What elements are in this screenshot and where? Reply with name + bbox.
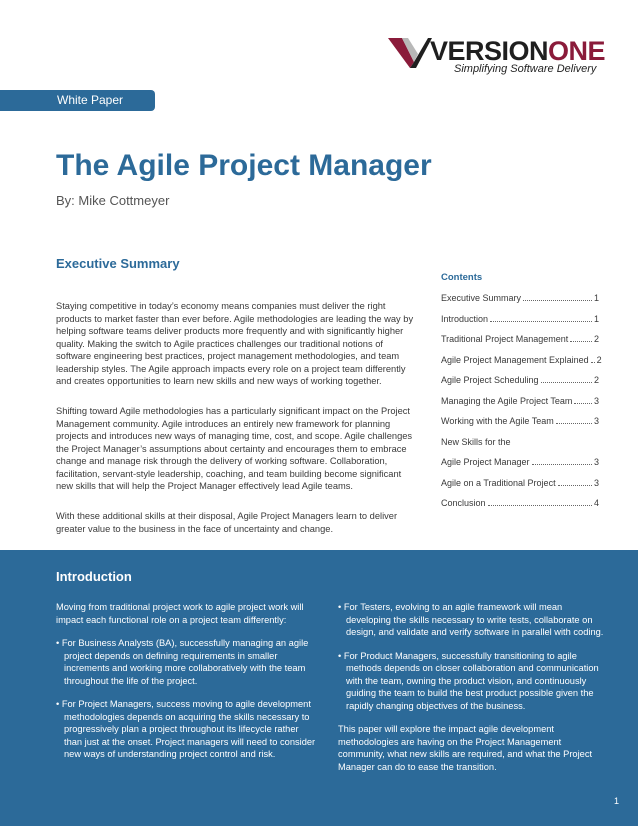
toc-dot-leader — [591, 362, 595, 363]
toc-dot-leader — [556, 423, 592, 424]
page-title: The Agile Project Manager — [56, 149, 432, 182]
toc-entry-page: 1 — [593, 293, 599, 303]
toc-dot-leader — [488, 505, 592, 506]
toc-entry-page: 3 — [593, 477, 599, 488]
toc-dot-leader — [523, 300, 592, 301]
intro-right-closing-paragraph: This paper will explore the impact agile development methodologies are having on the Project Management community, what new skills are required, and what the Project Manager can do to ease the transition. — [338, 724, 593, 772]
toc-entry-label: Agile on a Traditional Project — [441, 477, 556, 488]
introduction-right-column — [338, 601, 604, 784]
toc-entry[interactable] — [441, 314, 599, 335]
intro-bullet-product-managers: • For Product Managers, successfully transitioning to agile methods depends on closer collaboration and communication with the team, owning the product vision, and continuously guiding the team to build the best product possible given the rapidly changing objectives of the business. — [338, 650, 599, 711]
toc-dot-leader — [558, 485, 592, 486]
toc-entry-page: 3 — [593, 395, 599, 406]
toc-entry-label: Executive Summary — [441, 293, 522, 303]
toc-dot-leader — [532, 464, 592, 465]
versionone-logo — [388, 36, 610, 80]
page-number: 1 — [614, 796, 620, 806]
logo-wordmark: VERSIONONE — [430, 36, 606, 66]
toc-entry-page: 1 — [593, 313, 599, 324]
toc-entry[interactable] — [441, 457, 599, 478]
toc-entry-page: 3 — [593, 416, 599, 426]
intro-left-paragraph-1: Moving from traditional project work to agile project work will impact each functional role on a project team differently: — [56, 602, 304, 625]
toc-dot-leader — [570, 341, 592, 342]
toc-entry[interactable] — [441, 396, 599, 417]
toc-entry[interactable] — [441, 354, 602, 376]
toc-entry-label: Working with the Agile Team — [441, 416, 554, 426]
toc-entry-label: Agile Project Manager — [441, 457, 530, 467]
toc-entry-page: 2 — [593, 334, 599, 344]
intro-bullet-business-analysts: • For Business Analysts (BA), successfully managing an agile project depends on defining requirements in smaller increments and working more collaboratively with the team throughout the life of the project. — [56, 638, 309, 686]
toc-entry[interactable] — [441, 375, 599, 396]
introduction-heading: Introduction — [56, 569, 132, 584]
toc-entry-page: 4 — [593, 498, 599, 508]
executive-summary-paragraph-2: Shifting toward Agile methodologies has a particularly significant impact on the Project Management community. Agile introduces an entirely new framework for planning projects and introduces new ways of managing time, cost, and scope. Agile challenges the Project Manager’s assumptions about certainty and encourages them to embrace change and manage risk through the delivery of working software. Collaboration, facilitation, servant-style leadership, coaching, and team building become significant new skills that will help the Project Manager effectively lead Agile teams. — [56, 406, 413, 491]
toc-entry[interactable] — [441, 478, 599, 499]
toc-entry-page: 3 — [593, 457, 599, 467]
contents-title: Contents — [441, 272, 483, 283]
toc-dot-leader — [574, 403, 592, 404]
toc-entry[interactable] — [441, 334, 599, 355]
toc-entry-label: Conclusion — [441, 498, 486, 508]
toc-entry[interactable] — [441, 293, 599, 314]
toc-entry-page: 2 — [593, 375, 599, 385]
toc-entry-label: Agile Project Scheduling — [441, 375, 539, 385]
logo-tagline: Simplifying Software Delivery — [454, 63, 597, 75]
toc-entry-label: Introduction — [441, 313, 489, 324]
toc-entry[interactable] — [441, 437, 599, 458]
toc-entry-label: Managing the Agile Project Team — [441, 395, 573, 406]
table-of-contents — [441, 293, 602, 519]
toc-entry[interactable] — [441, 498, 599, 519]
executive-summary-paragraph-1: Staying competitive in today’s economy means companies must deliver the right products to market faster than ever before. Agile methodologies are leading the way by helping software teams deliver products more frequently and with significantly higher quality. Making the switch to Agile practices challenges our traditional notions of software engineering best practices, project management methodologies, and team leadership styles. The Agile approach impacts every role on a project team differently and creates opportunities to learn new skills and new ways of working together. — [56, 301, 414, 386]
toc-dot-leader — [490, 321, 592, 322]
toc-entry-label: New Skills for the — [441, 436, 511, 447]
document-type-tab — [0, 90, 155, 111]
introduction-left-column — [56, 601, 318, 772]
intro-bullet-testers: • For Testers, evolving to an agile framework will mean developing the skills necessary to write tests, collaborate on design, and validate and verify software in parallel with coding. — [338, 602, 604, 637]
versionone-v-mark-icon — [388, 36, 432, 68]
byline: By: Mike Cottmeyer — [56, 193, 170, 208]
executive-summary-paragraph-3: With these additional skills at their disposal, Agile Project Managers learn to deliver greater value to the business in the face of uncertainty and change. — [56, 511, 398, 534]
toc-entry-label: Traditional Project Management — [441, 334, 569, 344]
toc-entry-page: 2 — [596, 354, 602, 365]
toc-entry[interactable] — [441, 416, 599, 437]
document-type-label: White Paper — [57, 93, 124, 107]
toc-entry-label: Agile Project Management Explained — [441, 354, 589, 365]
intro-bullet-project-managers: • For Project Managers, success moving to agile development methodologies depends on acquiring the skills necessary to progressively plan a project throughout its lifecycle rather than just at the onset. Project managers will need to consider new ways of understanding project control and risk. — [56, 699, 316, 759]
toc-dot-leader — [541, 382, 592, 383]
executive-summary-heading: Executive Summary — [56, 256, 180, 271]
